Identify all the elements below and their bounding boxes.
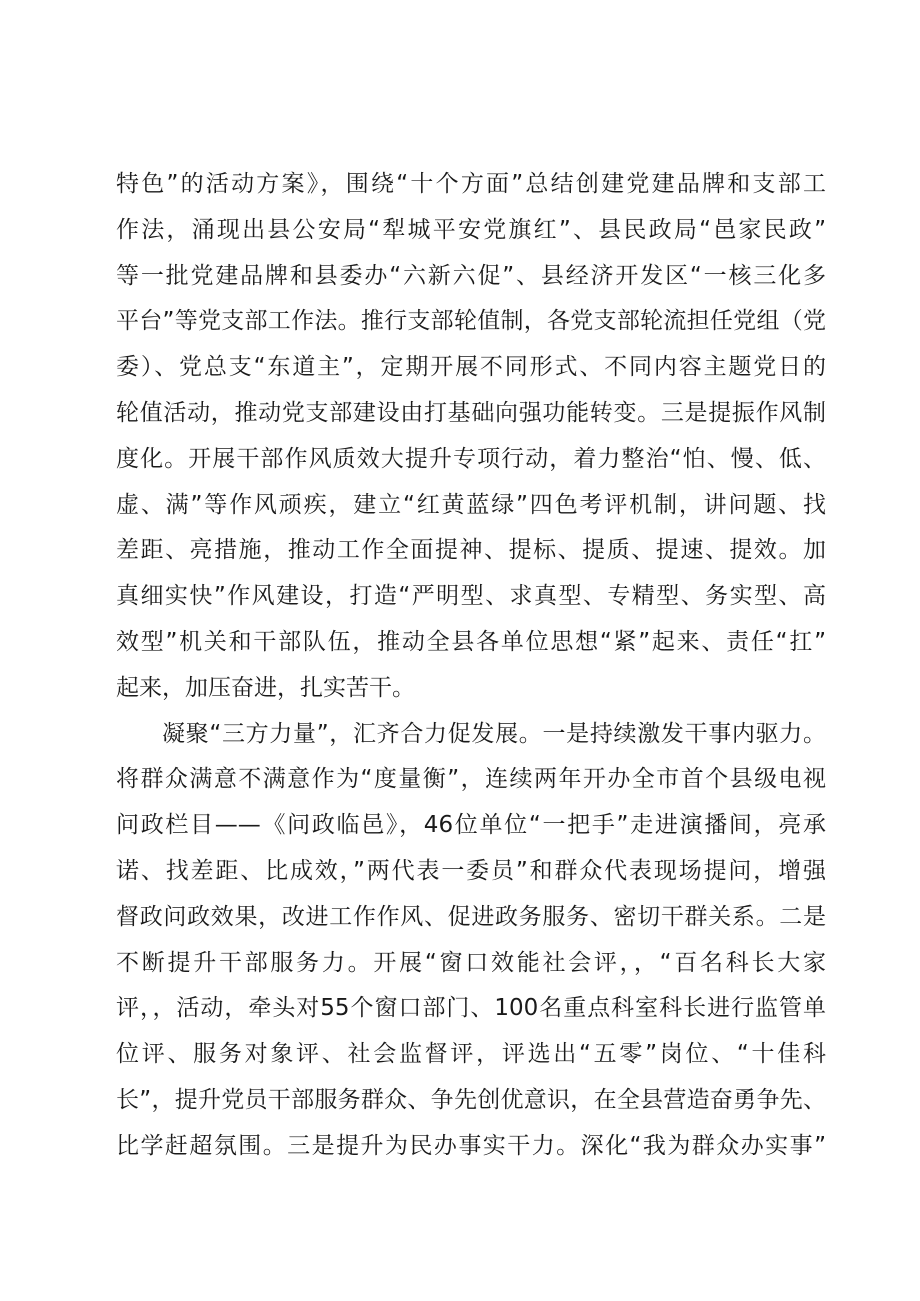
text-line: 位评、服务对象评、社会监督评，评选出“五零”岗位、“十佳科 bbox=[116, 1041, 826, 1068]
paragraph-1 bbox=[116, 162, 826, 712]
text-line: 等一批党建品牌和县委办“六新六促”、县经济开发区“一核三化多 bbox=[116, 262, 826, 289]
text-line: 特色”的活动方案》，围绕“十个方面”总结创建党建品牌和支部工 bbox=[116, 171, 826, 197]
text-line: 问政栏目——《问政临邑》，46位单位“一把手”走进演播间，亮承 bbox=[116, 812, 826, 839]
text-line: 督政问政效果，改进工作作风、促进政务服务、密切干群关系。二是 bbox=[116, 903, 826, 930]
text-line: 差距、亮措施，推动工作全面提神、提标、提质、提速、提效。加 bbox=[116, 537, 826, 564]
text-line: 诺、找差距、比成效，”两代表一委员”和群众代表现场提问，增强 bbox=[116, 857, 826, 884]
paragraph-2 bbox=[116, 712, 826, 1170]
text-line: 虚、满”等作风顽疾，建立“红黄蓝绿”四色考评机制，讲问题、找 bbox=[116, 491, 826, 518]
text-line: 平台”等党支部工作法。推行支部轮值制，各党支部轮流担任党组（党 bbox=[116, 308, 826, 335]
text-line: 将群众满意不满意作为“度量衡”，连续两年开办全市首个县级电视 bbox=[116, 766, 826, 793]
text-line: 不断提升干部服务力。开展“窗口效能社会评，，“百名科长大家 bbox=[116, 949, 826, 976]
text-line: 凝聚“三方力量”，汇齐合力促发展。一是持续激发干事内驱力。 bbox=[162, 720, 826, 747]
text-line: 比学赶超氛围。三是提升为民办事实干力。深化“我为群众办实事” bbox=[116, 1132, 826, 1159]
text-line: 作法，涌现出县公安局“犁城平安党旗红”、县民政局“邑家民政” bbox=[116, 216, 826, 243]
document-body bbox=[116, 162, 826, 1170]
text-line: 长”，提升党员干部服务群众、争先创优意识，在全县营造奋勇争先、 bbox=[116, 1086, 826, 1113]
text-line: 度化。开展干部作风质效大提升专项行动，着力整治“怕、慢、低、 bbox=[116, 445, 826, 472]
text-line: 轮值活动，推动党支部建设由打基础向强功能转变。三是提振作风制 bbox=[116, 399, 826, 426]
text-line: 效型”机关和干部队伍，推动全县各单位思想“紧”起来、责任“扛” bbox=[116, 628, 826, 655]
text-line: 委）、党总支“东道主”，定期开展不同形式、不同内容主题党日的 bbox=[116, 354, 826, 381]
text-line: 起来，加压奋进，扎实苦干。 bbox=[116, 674, 415, 701]
text-line: 真细实快”作风建设，打造“严明型、求真型、专精型、务实型、高 bbox=[116, 583, 826, 610]
text-line: 评，，活动，牵头对55个窗口部门、100名重点科室科长进行监管单 bbox=[116, 995, 826, 1022]
